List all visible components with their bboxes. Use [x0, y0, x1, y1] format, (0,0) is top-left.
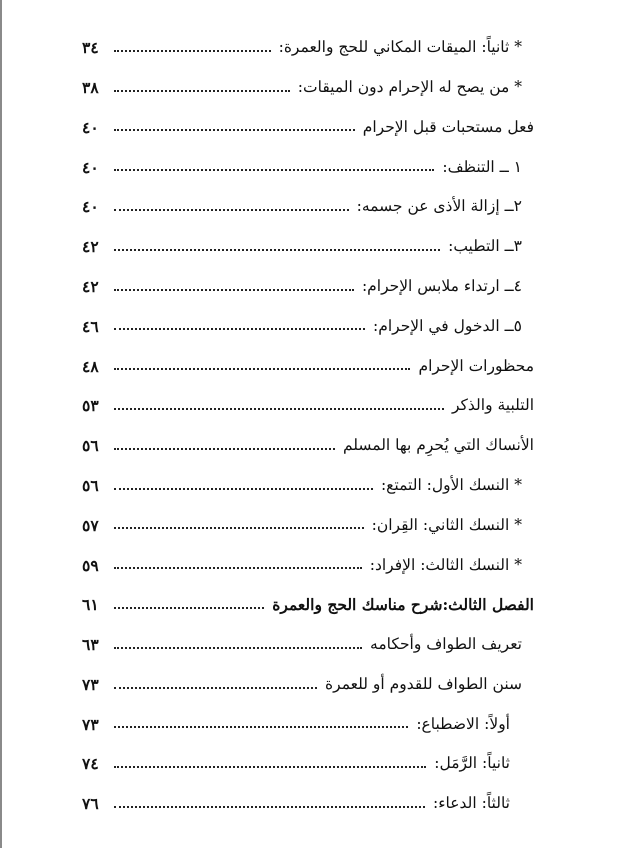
toc-entry-chapter	[82, 585, 534, 625]
toc-entry	[82, 187, 534, 227]
toc-entry-page: ٥٦	[82, 436, 99, 456]
toc-entry-title: التلبية والذكر	[451, 396, 534, 415]
toc-leader-dots	[114, 806, 425, 808]
toc-entry-title: ثانياً: الرَّمَل:	[434, 754, 510, 773]
toc-leader-dots	[114, 766, 426, 768]
toc-entry	[82, 506, 534, 546]
toc-entry-page: ٤٦	[82, 316, 99, 336]
table-of-contents	[82, 28, 534, 824]
toc-leader-dots	[114, 567, 362, 569]
toc-entry	[82, 267, 534, 307]
toc-entry-page: ٧٤	[82, 754, 99, 774]
toc-leader-dots	[114, 249, 440, 251]
toc-leader-dots	[114, 209, 349, 211]
toc-leader-dots	[114, 368, 410, 370]
toc-entry	[82, 227, 534, 267]
toc-entry	[82, 784, 534, 824]
toc-entry	[82, 545, 534, 585]
toc-entry-title: أولاً: الاضطباع:	[416, 714, 510, 733]
toc-leader-dots	[114, 647, 362, 649]
toc-entry-title: ٤ــ ارتداء ملابس الإحرام:	[361, 276, 522, 295]
toc-entry-page: ٦٣	[82, 635, 99, 655]
toc-entry-title: تعريف الطواف وأحكامه	[370, 635, 522, 654]
toc-entry	[82, 28, 534, 68]
toc-entry	[82, 744, 534, 784]
toc-leader-dots	[114, 50, 271, 52]
toc-leader-dots	[114, 90, 290, 92]
toc-entry-page: ٣٨	[82, 77, 99, 97]
toc-entry	[82, 346, 534, 386]
toc-leader-dots	[114, 488, 373, 490]
toc-entry	[82, 665, 534, 705]
toc-entry	[82, 705, 534, 745]
toc-entry-title: الأنساك التي يُحرِم بها المسلم	[342, 436, 534, 455]
toc-entry-title: * من يصح له الإحرام دون الميقات:	[297, 77, 522, 96]
toc-leader-dots	[114, 289, 354, 291]
toc-entry-title: ١ ــ التنظف:	[442, 157, 522, 176]
toc-leader-dots	[114, 408, 444, 410]
toc-entry-title: ٢ــ إزالة الأذى عن جسمه:	[356, 197, 522, 216]
toc-entry-page: ٤٠	[82, 117, 99, 137]
toc-entry-title: * النسك الأول: التمتع:	[380, 475, 522, 494]
toc-entry	[82, 426, 534, 466]
toc-entry-title: محظورات الإحرام	[418, 356, 534, 375]
toc-entry	[82, 68, 534, 108]
toc-chapter-title: الفصل الثالث:شرح مناسك الحج والعمرة	[272, 595, 534, 615]
toc-entry-page: ٤٠	[82, 157, 99, 177]
toc-entry-title: فعل مستحبات قبل الإحرام	[362, 117, 534, 136]
toc-entry-page: ٧٦	[82, 794, 99, 814]
toc-entry	[82, 625, 534, 665]
toc-entry-title: * ثانياً: الميقات المكاني للحج والعمرة:	[278, 38, 522, 57]
toc-entry-page: ٦١	[82, 595, 99, 615]
toc-entry-page: ٥٧	[82, 515, 99, 535]
toc-entry	[82, 307, 534, 347]
toc-entry-page: ٣٤	[82, 38, 99, 58]
toc-leader-dots	[114, 607, 264, 609]
toc-leader-dots	[114, 726, 408, 728]
toc-entry	[82, 108, 534, 148]
toc-leader-dots	[114, 448, 335, 450]
toc-entry-page: ٤٢	[82, 237, 99, 257]
toc-leader-dots	[114, 169, 434, 171]
toc-entry-title: * النسك الثاني: القِران:	[371, 515, 522, 534]
toc-entry-page: ٥٩	[82, 555, 99, 575]
toc-entry-title: ٥ــ الدخول في الإحرام:	[373, 316, 522, 335]
toc-entry-title: ٣ــ التطيب:	[448, 237, 522, 256]
toc-entry	[82, 147, 534, 187]
toc-entry-page: ٤٨	[82, 356, 99, 376]
toc-entry-title: ثالثاً: الدعاء:	[433, 794, 510, 813]
toc-entry-page: ٥٣	[82, 396, 99, 416]
toc-entry-title: سنن الطواف للقدوم أو للعمرة	[325, 674, 522, 693]
toc-entry-page: ٧٣	[82, 674, 99, 694]
toc-entry-page: ٤٠	[82, 197, 99, 217]
toc-leader-dots	[114, 687, 317, 689]
toc-entry	[82, 386, 534, 426]
toc-leader-dots	[114, 328, 365, 330]
page-left-border	[0, 0, 2, 848]
toc-entry-page: ٥٦	[82, 475, 99, 495]
toc-entry-page: ٧٣	[82, 714, 99, 734]
toc-entry-page: ٤٢	[82, 276, 99, 296]
toc-leader-dots	[114, 129, 355, 131]
toc-entry	[82, 466, 534, 506]
toc-leader-dots	[114, 527, 364, 529]
toc-entry-title: * النسك الثالث: الإفراد:	[369, 555, 522, 574]
